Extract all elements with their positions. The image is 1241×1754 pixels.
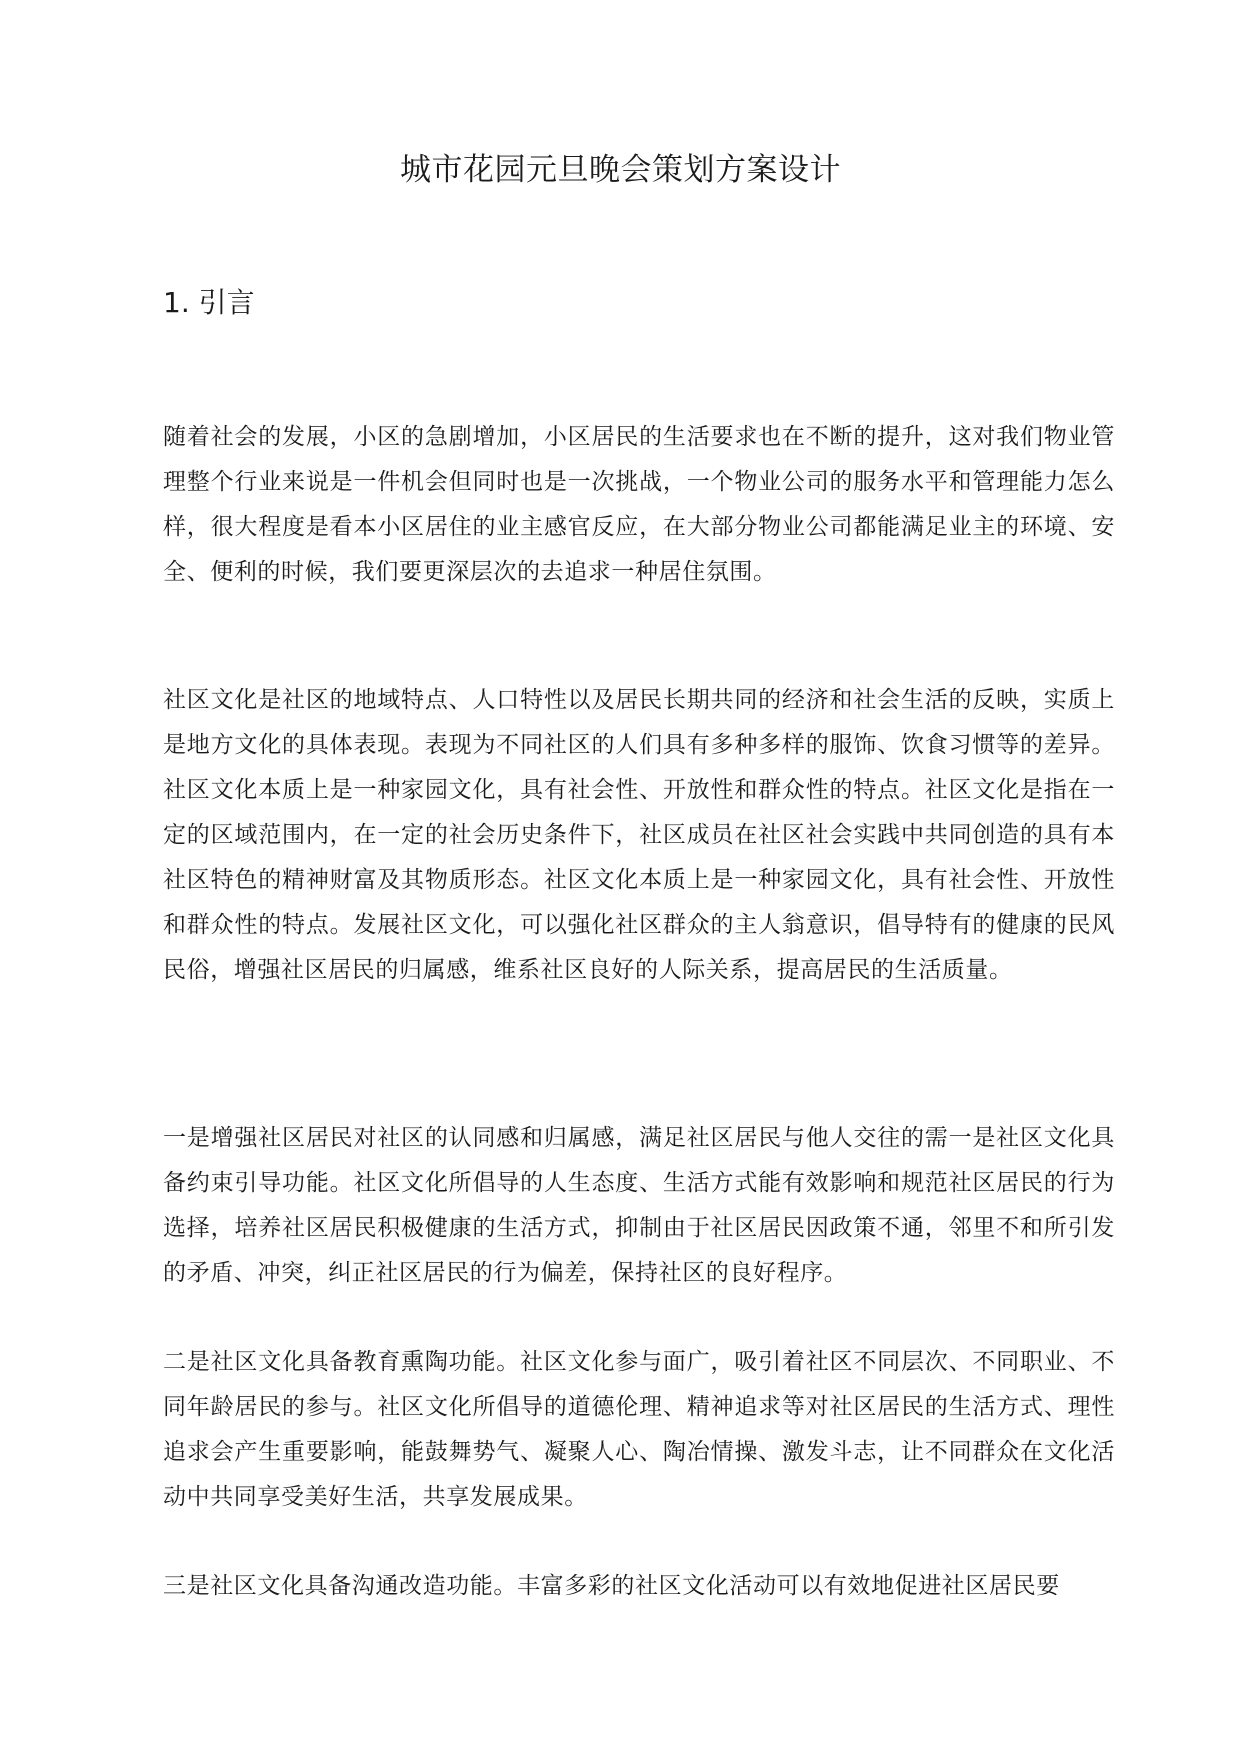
document-title: 城市花园元旦晚会策划方案设计 [400,152,841,188]
paragraph-4: 二是社区文化具备教育熏陶功能。社区文化参与面广，吸引着社区不同层次、不同职业、不同年龄居民的参与。社区文化所倡导的道德伦理、精神追求等对社区居民的生活方式、理性追求会产生重要影响，能鼓舞势气、凝聚人心、陶冶情操、激发斗志，让不同群众在文化活动中共同享受美好生活，共享发展成果。 [163,1349,1115,1510]
paragraph-5: 三是社区文化具备沟通改造功能。丰富多彩的社区文化活动可以有效地促进社区居民要 [163,1573,1060,1599]
paragraph-2: 社区文化是社区的地域特点、人口特性以及居民长期共同的经济和社会生活的反映，实质上是地方文化的具体表现。表现为不同社区的人们具有多种多样的服饰、饮食习惯等的差异。社区文化本质上是一种家园文化，具有社会性、开放性和群众性的特点。社区文化是指在一定的区域范围内，在一定的社会历史条件下，社区成员在社区社会实践中共同创造的具有本社区特色的精神财富及其物质形态。社区文化本质上是一种家园文化，具有社会性、开放性和群众性的特点。发展社区文化，可以强化社区群众的主人翁意识，倡导特有的健康的民风民俗，增强社区居民的归属感，维系社区良好的人际关系，提高居民的生活质量。 [163,687,1115,983]
paragraph-3: 一是增强社区居民对社区的认同感和归属感，满足社区居民与他人交往的需一是社区文化具备约束引导功能。社区文化所倡导的人生态度、生活方式能有效影响和规范社区居民的行为选择，培养社区居民积极健康的生活方式，抑制由于社区居民因政策不通，邻里不和所引发的矛盾、冲突，纠正社区居民的行为偏差，保持社区的良好程序。 [163,1125,1115,1286]
section-heading-introduction: 1. 引言 [163,286,255,319]
paragraph-1: 随着社会的发展，小区的急剧增加，小区居民的生活要求也在不断的提升，这对我们物业管理整个行业来说是一件机会但同时也是一次挑战，一个物业公司的服务水平和管理能力怎么样，很大程度是看本小区居住的业主感官反应，在大部分物业公司都能满足业主的环境、安全、便利的时候，我们要更深层次的去追求一种居住氛围。 [163,424,1115,585]
